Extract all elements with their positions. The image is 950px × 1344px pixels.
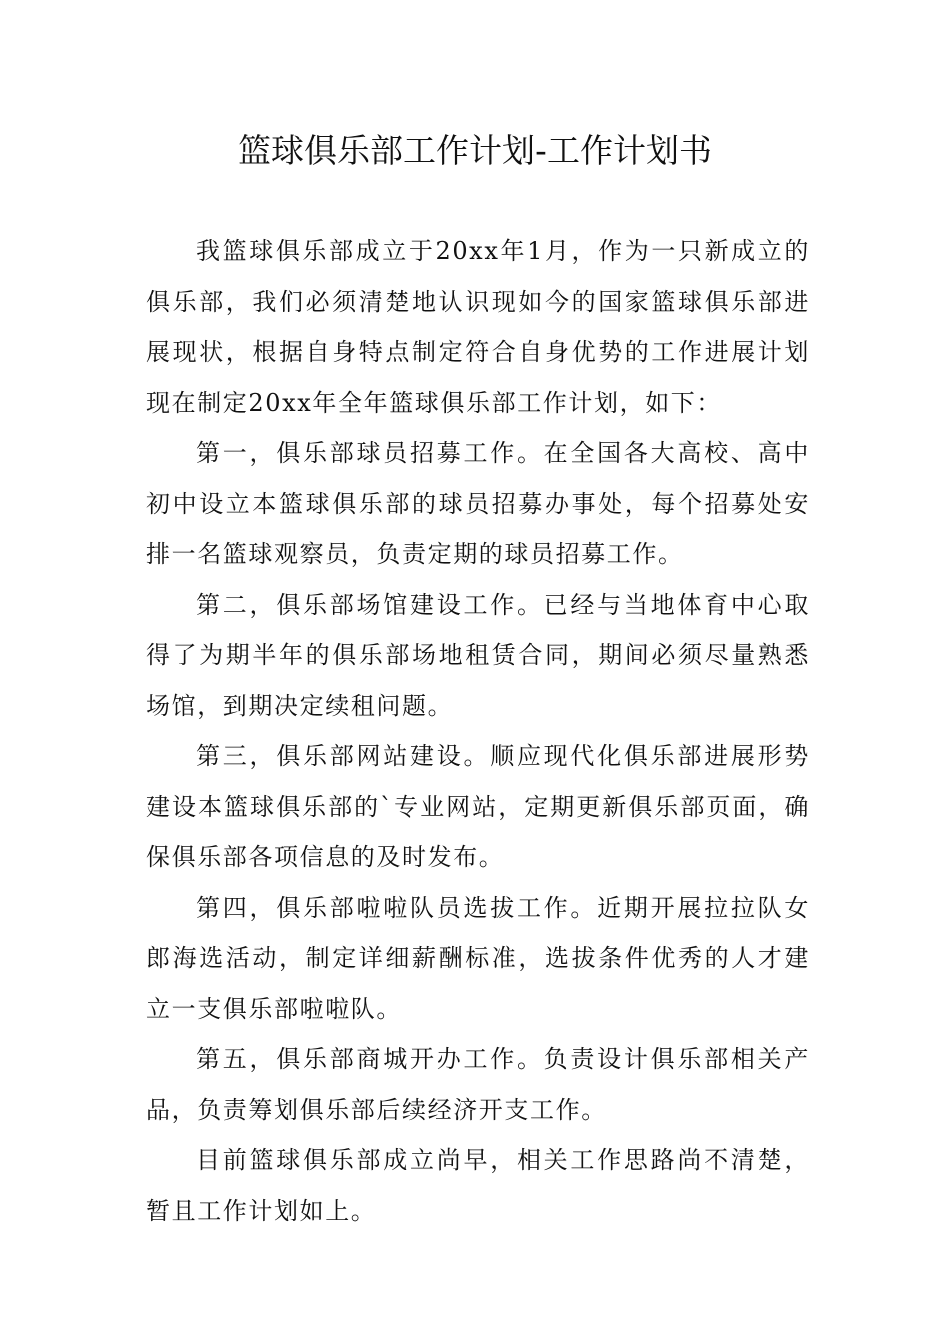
paragraph-conclusion: 目前篮球俱乐部成立尚早，相关工作思路尚不清楚，暂且工作计划如上。 xyxy=(146,1146,810,1225)
document-title: 篮球俱乐部工作计划-工作计划书 xyxy=(238,131,712,170)
document-body xyxy=(146,226,810,1236)
paragraph-store: 第五，俱乐部商城开办工作。负责设计俱乐部相关产品，负责筹划俱乐部后续经济开支工作。 xyxy=(146,1045,810,1124)
paragraph-recruitment: 第一，俱乐部球员招募工作。在全国各大高校、高中初中设立本篮球俱乐部的球员招募办事处，每个招募处安排一名篮球观察员，负责定期的球员招募工作。 xyxy=(146,439,810,568)
paragraph-venue: 第二，俱乐部场馆建设工作。已经与当地体育中心取得了为期半年的俱乐部场地租赁合同，期间必须尽量熟悉场馆，到期决定续租问题。 xyxy=(146,590,810,720)
paragraph-intro: 我篮球俱乐部成立于20xx年1月，作为一只新成立的俱乐部，我们必须清楚地认识现如今的国家篮球俱乐部进展现状，根据自身特点制定符合自身优势的工作进展计划现在制定20xx年全年篮球俱乐部工作计划，如下： xyxy=(146,237,810,417)
paragraph-cheerleaders: 第四，俱乐部啦啦队员选拔工作。近期开展拉拉队女郎海选活动，制定详细薪酬标准，选拔条件优秀的人才建立一支俱乐部啦啦队。 xyxy=(146,893,810,1023)
paragraph-website: 第三，俱乐部网站建设。顺应现代化俱乐部进展形势建设本篮球俱乐部的`专业网站，定期更新俱乐部页面，确保俱乐部各项信息的及时发布。 xyxy=(146,742,810,871)
